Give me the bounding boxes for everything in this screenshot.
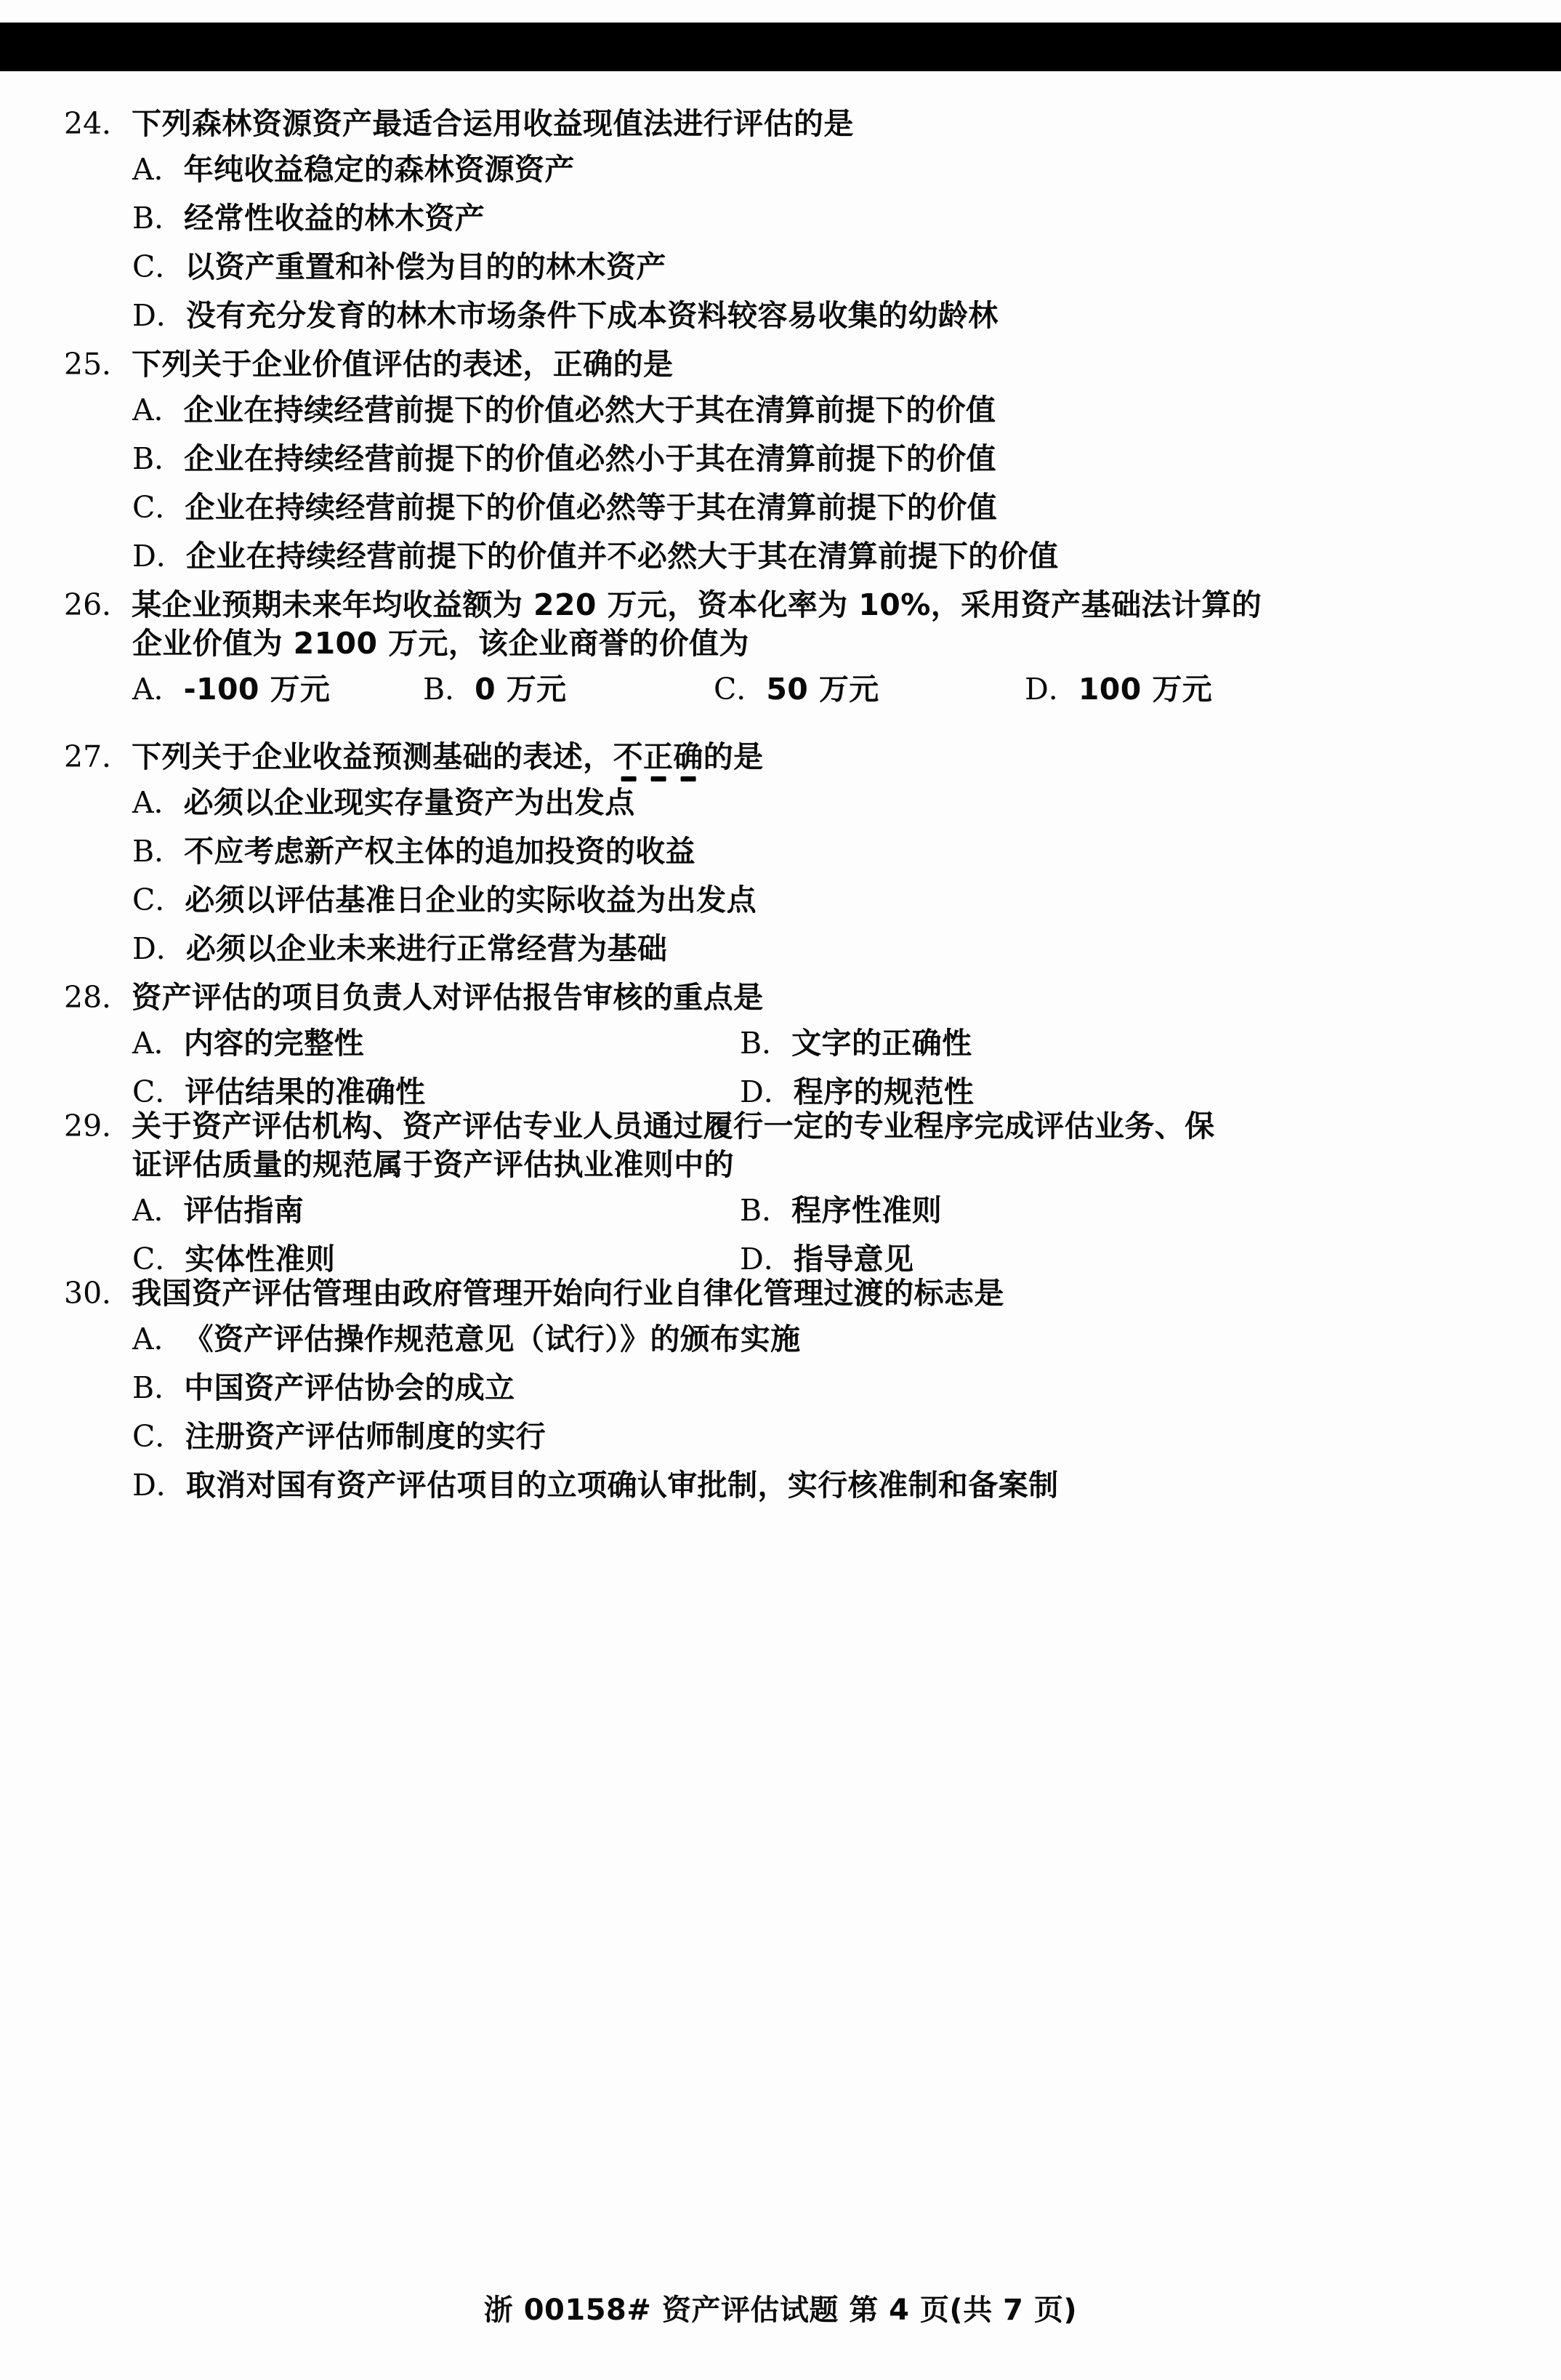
question-stem: 资产评估的项目负责人对评估报告审核的重点是 bbox=[132, 980, 764, 1015]
option-text: 评估结果的准确性 bbox=[185, 1074, 426, 1109]
question-number: 28． bbox=[64, 980, 132, 1015]
option-d[interactable] bbox=[132, 931, 1561, 966]
option-text: 企业在持续经营前提下的价值必然等于其在清算前提下的价值 bbox=[185, 490, 998, 525]
option-letter: A． bbox=[132, 1322, 184, 1356]
option-text: 不应考虑新产权主体的追加投资的收益 bbox=[184, 834, 695, 869]
option-letter: C． bbox=[132, 883, 185, 917]
question-stem-row bbox=[0, 1111, 1561, 1141]
option-letter: D． bbox=[1025, 672, 1078, 707]
question-number: 24． bbox=[64, 106, 132, 141]
footer-text: 浙 00158# 资产评估试题 第 4 页(共 7 页) bbox=[483, 2293, 1078, 2327]
option-letter: A． bbox=[132, 1193, 184, 1228]
option-letter: C． bbox=[714, 672, 767, 707]
question-stem: 关于资产评估机构、资产评估专业人员通过履行一定的专业程序完成评估业务、保 bbox=[132, 1109, 1215, 1143]
option-letter: C． bbox=[132, 249, 185, 284]
option-b[interactable] bbox=[423, 672, 714, 707]
question-list bbox=[0, 106, 1561, 1519]
option-c[interactable] bbox=[132, 249, 1561, 284]
option-text: 必须以企业现实存量资产为出发点 bbox=[183, 785, 635, 820]
question-stem: 下列森林资源资产最适合运用收益现值法进行评估的是 bbox=[132, 106, 854, 141]
option-b[interactable] bbox=[132, 441, 1561, 476]
option-b[interactable] bbox=[740, 1193, 1561, 1228]
option-text: 程序的规范性 bbox=[793, 1074, 975, 1109]
question-stem: 我国资产评估管理由政府管理开始向行业自律化管理过渡的标志是 bbox=[132, 1276, 1004, 1311]
option-list bbox=[0, 152, 1561, 333]
option-letter: B． bbox=[132, 834, 185, 869]
option-text: 没有充分发育的林木市场条件下成本资料较容易收集的幼龄林 bbox=[185, 298, 999, 333]
option-letter: A． bbox=[132, 672, 184, 707]
question-stem-row bbox=[0, 739, 1561, 774]
option-b[interactable] bbox=[132, 1370, 1561, 1405]
option-letter: D． bbox=[132, 539, 186, 574]
option-b[interactable] bbox=[132, 834, 1561, 869]
option-text: 年纯收益稳定的森林资源资产 bbox=[183, 152, 575, 187]
question-stem-row bbox=[0, 106, 1561, 141]
option-c[interactable] bbox=[132, 1419, 1561, 1454]
option-list bbox=[0, 672, 1561, 723]
question-stem: 某企业预期未来年均收益额为 220 万元，资本化率为 10%，采用资产基础法计算的 bbox=[132, 587, 1262, 622]
option-c[interactable] bbox=[132, 1242, 740, 1277]
option-a[interactable] bbox=[132, 1026, 740, 1061]
question-stem-row bbox=[0, 587, 1561, 622]
option-letter: B． bbox=[740, 1026, 792, 1061]
question-29 bbox=[0, 1109, 1561, 1277]
question-stem-row bbox=[0, 347, 1561, 382]
option-letter: C． bbox=[132, 1242, 185, 1277]
option-text: 以资产重置和补偿为目的的林木资产 bbox=[185, 249, 666, 284]
question-stem-line2: 证评估质量的规范属于资产评估执业准则中的 bbox=[132, 1147, 734, 1182]
question-number: 29． bbox=[64, 1109, 132, 1143]
option-text: 必须以企业未来进行正常经营为基础 bbox=[185, 931, 668, 966]
question-stem-row bbox=[0, 980, 1561, 1015]
option-c[interactable] bbox=[132, 885, 1561, 915]
option-letter: D． bbox=[740, 1074, 794, 1109]
option-d[interactable] bbox=[1025, 672, 1561, 707]
option-letter: A． bbox=[132, 393, 184, 427]
option-d[interactable] bbox=[132, 298, 1561, 333]
scan-artifact-bar bbox=[0, 23, 1561, 71]
option-text: -100 万元 bbox=[183, 672, 331, 707]
option-letter: D． bbox=[740, 1242, 794, 1277]
option-letter: C． bbox=[132, 1419, 185, 1454]
option-c[interactable] bbox=[714, 672, 1025, 707]
option-text: 指导意见 bbox=[793, 1242, 914, 1277]
option-text: 内容的完整性 bbox=[183, 1026, 365, 1061]
option-text: 评估指南 bbox=[183, 1193, 304, 1228]
question-27 bbox=[0, 739, 1561, 966]
option-text: 注册资产评估师制度的实行 bbox=[185, 1419, 546, 1454]
option-d[interactable] bbox=[132, 539, 1561, 574]
question-24 bbox=[0, 106, 1561, 333]
option-letter: A． bbox=[132, 785, 184, 820]
option-text: 企业在持续经营前提下的价值并不必然大于其在清算前提下的价值 bbox=[185, 539, 1059, 574]
question-number: 26． bbox=[64, 587, 132, 622]
option-b[interactable] bbox=[740, 1026, 1561, 1061]
question-28 bbox=[0, 980, 1561, 1109]
option-text: 必须以评估基准日企业的实际收益为出发点 bbox=[185, 883, 757, 917]
option-text: 经常性收益的林木资产 bbox=[184, 201, 485, 236]
option-letter: C． bbox=[132, 1074, 185, 1109]
option-a[interactable] bbox=[132, 395, 1561, 425]
option-letter: D． bbox=[132, 298, 186, 333]
option-c[interactable] bbox=[132, 1074, 740, 1109]
option-a[interactable] bbox=[132, 152, 1561, 187]
option-list bbox=[0, 393, 1561, 574]
option-text: 中国资产评估协会的成立 bbox=[184, 1370, 515, 1405]
question-stem: 下列关于企业价值评估的表述，正确的是 bbox=[132, 347, 674, 382]
question-25 bbox=[0, 347, 1561, 574]
option-letter: B． bbox=[132, 1370, 185, 1405]
option-list bbox=[0, 1322, 1561, 1503]
option-text: 0 万元 bbox=[475, 672, 567, 707]
option-text: 50 万元 bbox=[766, 672, 879, 707]
option-letter: D． bbox=[132, 1468, 186, 1503]
option-a[interactable] bbox=[132, 785, 1561, 820]
option-text: 企业在持续经营前提下的价值必然大于其在清算前提下的价值 bbox=[183, 393, 996, 427]
option-text: 企业在持续经营前提下的价值必然小于其在清算前提下的价值 bbox=[184, 441, 996, 476]
option-letter: B． bbox=[132, 441, 185, 476]
question-number: 25． bbox=[64, 347, 132, 382]
option-letter: C． bbox=[132, 490, 185, 525]
option-list bbox=[0, 1193, 1561, 1277]
option-text: 文字的正确性 bbox=[791, 1026, 972, 1061]
option-letter: B． bbox=[423, 672, 475, 707]
option-a[interactable] bbox=[132, 672, 423, 707]
option-list bbox=[0, 785, 1561, 966]
question-stem-emphasis: 不正确 bbox=[613, 739, 703, 774]
option-list bbox=[0, 1026, 1561, 1109]
option-a[interactable] bbox=[132, 1324, 1561, 1354]
option-letter: A． bbox=[132, 152, 184, 187]
question-stem-line2: 企业价值为 2100 万元，该企业商誉的价值为 bbox=[132, 626, 749, 661]
question-26 bbox=[0, 587, 1561, 723]
question-stem bbox=[132, 739, 1561, 774]
option-d[interactable] bbox=[740, 1074, 1561, 1109]
option-a[interactable] bbox=[132, 1193, 740, 1228]
option-letter: D． bbox=[132, 931, 186, 966]
page-footer bbox=[0, 2287, 1561, 2328]
question-stem-pre: 下列关于企业收益预测基础的表述， bbox=[132, 739, 613, 774]
option-text: 《资产评估操作规范意见（试行）》的颁布实施 bbox=[183, 1322, 801, 1356]
option-letter: A． bbox=[132, 1026, 184, 1061]
option-text: 100 万元 bbox=[1078, 672, 1213, 707]
option-d[interactable] bbox=[740, 1242, 1561, 1277]
option-text: 程序性准则 bbox=[791, 1193, 943, 1228]
question-stem-post: 的是 bbox=[703, 739, 764, 774]
option-text: 实体性准则 bbox=[185, 1242, 336, 1277]
option-letter: B． bbox=[132, 201, 185, 236]
option-letter: B． bbox=[740, 1193, 792, 1228]
question-30 bbox=[0, 1276, 1561, 1503]
question-number: 30． bbox=[64, 1276, 132, 1311]
option-d[interactable] bbox=[132, 1468, 1561, 1503]
question-number: 27． bbox=[64, 739, 132, 774]
option-text: 取消对国有资产评估项目的立项确认审批制，实行核准制和备案制 bbox=[185, 1468, 1059, 1503]
option-c[interactable] bbox=[132, 490, 1561, 525]
option-b[interactable] bbox=[132, 201, 1561, 236]
question-stem-row bbox=[0, 1276, 1561, 1311]
